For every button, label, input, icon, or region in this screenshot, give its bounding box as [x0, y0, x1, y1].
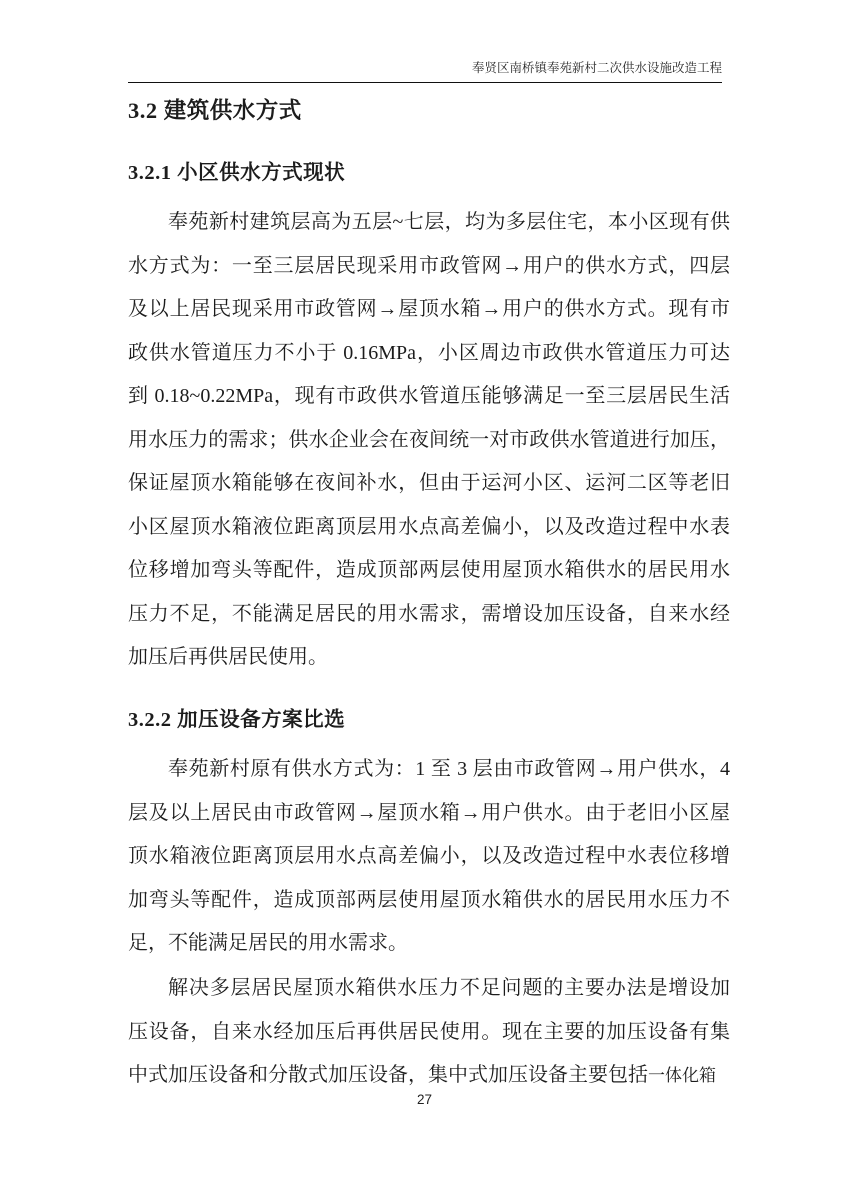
- text-line: 加压后再供居民使用。: [128, 646, 328, 668]
- text-line: 及以上居民现采用市政管网→屋顶水箱→用户的供水方式。现有市: [128, 298, 730, 320]
- header-divider-rule: [128, 82, 722, 83]
- paragraph-original-supply: [128, 748, 730, 966]
- text-line: 顶水箱液位距离顶层用水点高差偏小，以及改造过程中水表位移增: [128, 845, 730, 867]
- text-line: 解决多层居民屋顶水箱供水压力不足问题的主要办法是增设加: [168, 977, 730, 999]
- paragraph-current-supply-status: [128, 201, 730, 680]
- text-line-main: 中式加压设备和分散式加压设备，集中式加压设备主要包括: [128, 1064, 648, 1086]
- text-line: 压力不足，不能满足居民的用水需求，需增设加压设备，自来水经: [128, 602, 730, 625]
- paragraph-pressurization-solution: [128, 967, 730, 1098]
- subsection-heading-3-2-2: 3.2.2 加压设备方案比选: [128, 709, 346, 731]
- text-line: 位移增加弯头等配件，造成顶部两层使用屋顶水箱供水的居民用水: [128, 559, 730, 581]
- text-line: 奉苑新村建筑层高为五层~七层，均为多层住宅，本小区现有供: [168, 211, 730, 233]
- text-line: 小区屋顶水箱液位距离顶层用水点高差偏小，以及改造过程中水表: [128, 515, 730, 538]
- text-line: 政供水管道压力不小于 0.16MPa，小区周边市政供水管道压力可达: [128, 341, 730, 364]
- text-line: 层及以上居民由市政管网→屋顶水箱→用户供水。由于老旧小区屋: [128, 801, 730, 824]
- text-line-compressed-tail: 一体化箱: [648, 1066, 716, 1085]
- text-line: 保证屋顶水箱能够在夜间补水，但由于运河小区、运河二区等老旧: [128, 472, 730, 494]
- subsection-heading-3-2-1: 3.2.1 小区供水方式现状: [128, 162, 346, 184]
- text-line: 到 0.18~0.22MPa，现有市政供水管道压能够满足一至三层居民生活: [128, 385, 730, 407]
- text-line: 足，不能满足居民的用水需求。: [128, 932, 408, 954]
- text-line: [128, 1054, 730, 1098]
- text-line: 加弯头等配件，造成顶部两层使用屋顶水箱供水的居民用水压力不: [128, 888, 730, 911]
- section-heading-3-2: 3.2 建筑供水方式: [128, 98, 302, 123]
- text-line: 奉苑新村原有供水方式为：1 至 3 层由市政管网→用户供水，4: [168, 758, 730, 780]
- page-number: 27: [416, 1092, 433, 1107]
- text-line: 用水压力的需求；供水企业会在夜间统一对市政供水管道进行加压，: [128, 428, 730, 451]
- text-line: 水方式为：一至三层居民现采用市政管网→用户的供水方式，四层: [128, 254, 730, 277]
- running-header-title: 奉贤区南桥镇奉苑新村二次供水设施改造工程: [471, 61, 722, 75]
- text-line: 压设备，自来水经加压后再供居民使用。现在主要的加压设备有集: [128, 1020, 730, 1043]
